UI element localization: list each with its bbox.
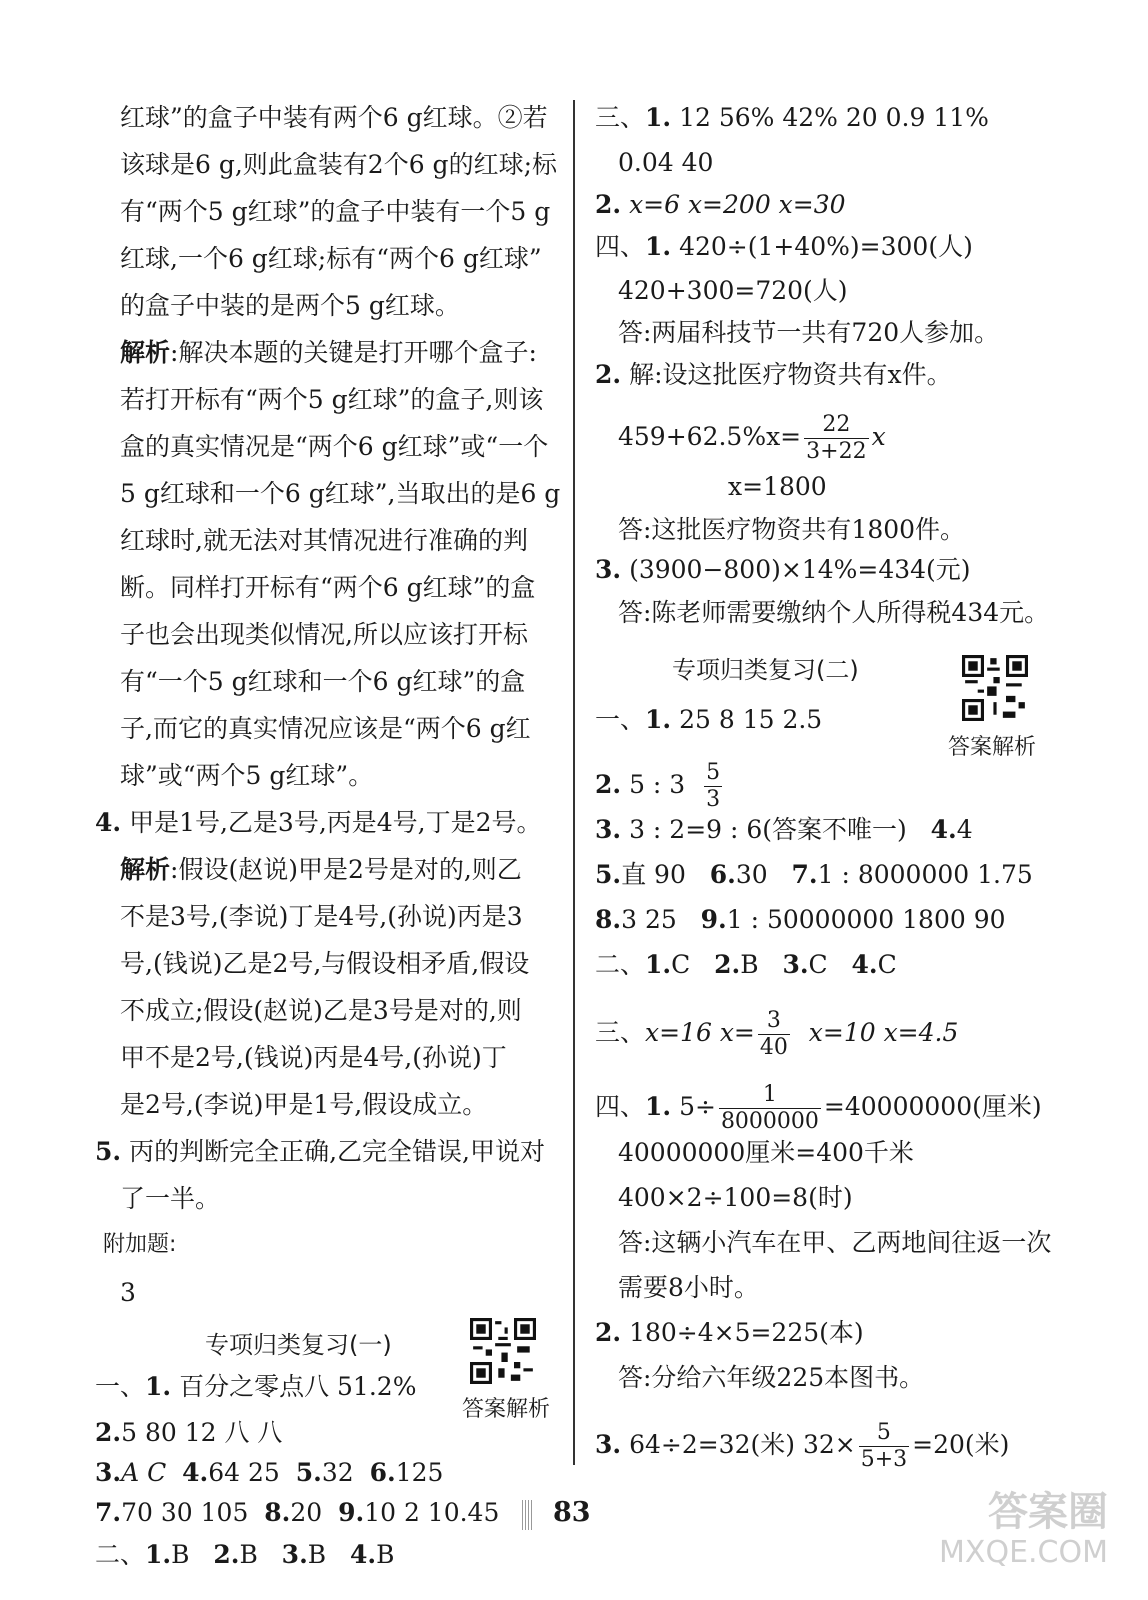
left-line-13: 有“一个5 g红球和一个6 g红球”的盒	[120, 667, 526, 696]
fraction-numerator: 22	[804, 412, 868, 439]
answer-text: B	[307, 1540, 327, 1569]
s2-answer-line-13	[595, 1318, 864, 1348]
answer-text: 3 25	[621, 905, 677, 934]
left-line-11: 断。同样打开标有“两个6 g红球”的盒	[120, 573, 536, 602]
part-label: 三、	[595, 103, 646, 132]
s2-answer-line-2	[595, 760, 725, 813]
r-line-12: 答:陈老师需要缴纳个人所得税434元。	[618, 598, 1050, 627]
question-number: 6.	[709, 860, 736, 889]
answer-text: A C	[121, 1458, 167, 1487]
answer-text: (3900−800)×14%=434(元)	[629, 555, 971, 584]
r-line-7	[595, 360, 952, 390]
equation-left: 5÷	[679, 1092, 716, 1121]
answer-text: 30	[735, 860, 768, 889]
part-label: 二、	[95, 1540, 146, 1569]
section-title-1: 专项归类复习(一)	[205, 1331, 392, 1359]
answer-text: 1 : 8000000 1.75	[817, 860, 1033, 889]
part-label: 四、	[595, 1092, 646, 1121]
answer-text: 5 80 12 八 八	[121, 1418, 283, 1447]
question-number: 4.	[930, 815, 957, 844]
s1-answer-line-1	[95, 1372, 416, 1402]
answer-text: 420÷(1+40%)=300(人)	[679, 232, 973, 261]
question-number: 5.	[595, 860, 622, 889]
fraction-denominator: 3+22	[806, 439, 867, 464]
question-number: 8.	[595, 905, 622, 934]
watermark-url: MXQE.COM	[939, 1535, 1108, 1570]
fraction-denominator: 3	[706, 787, 721, 812]
equation-left: 64÷2=32(米) 32×	[629, 1430, 856, 1459]
answer-text: 丙的判断完全正确,乙完全错误,甲说对	[129, 1137, 545, 1166]
question-number: 1.	[145, 1540, 172, 1569]
s2-answer-line-5	[595, 905, 1006, 935]
question-number: 1.	[145, 1372, 172, 1401]
qr-code-icon	[962, 655, 1028, 721]
left-line-24: 了一半。	[120, 1184, 221, 1213]
answer-text: 32	[321, 1458, 354, 1487]
qr-code-icon	[470, 1318, 536, 1384]
question-number: 7.	[95, 1498, 122, 1527]
analysis-2	[120, 855, 522, 885]
qr-caption: 答案解析	[462, 1397, 551, 1422]
page-number: 83	[553, 1497, 591, 1528]
left-line-12: 子也会出现类似情况,所以应该打开标	[120, 620, 528, 649]
answer-text: 直 90	[621, 860, 686, 889]
s2-answer-line-8	[595, 1082, 1042, 1135]
analysis-label: 解析	[120, 855, 171, 884]
watermark-logo: 答案圈	[988, 1489, 1108, 1535]
answer-text: B	[171, 1540, 190, 1569]
answer-text: x=16 x=	[645, 1018, 755, 1047]
answer-5	[95, 1137, 545, 1167]
equation-right: =20(米)	[912, 1430, 1010, 1459]
question-number: 3.	[595, 1430, 622, 1459]
left-line-20: 不成立;假设(赵说)乙是3号是对的,则	[120, 996, 522, 1025]
r-line-9: x=1800	[728, 472, 827, 501]
question-number: 4.	[851, 950, 878, 979]
s1-answer-line-3	[95, 1458, 443, 1488]
answer-text: 甲是1号,乙是3号,丙是4号,丁是2号。	[129, 808, 542, 837]
s2-answer-line-12: 需要8小时。	[618, 1273, 759, 1302]
answer-text: 70 30 105	[121, 1498, 249, 1527]
answer-text: 3 : 2=9 : 6(答案不唯一)	[629, 815, 907, 844]
answer-text: 125	[395, 1458, 444, 1487]
part-label: 三、	[595, 1018, 646, 1047]
fraction	[758, 1008, 790, 1061]
left-line-14: 子,而它的真实情况应该是“两个6 g红	[120, 714, 531, 743]
left-line-2: 该球是6 g,则此盒装有2个6 g的红球;标	[120, 150, 557, 179]
answer-text: B	[376, 1540, 395, 1569]
question-number: 2.	[714, 950, 741, 979]
answer-text: 64 25	[208, 1458, 280, 1487]
fraction-denominator: 40	[759, 1035, 788, 1060]
analysis-text: :假设(赵说)甲是2号是对的,则乙	[170, 855, 522, 884]
question-number: 2.	[595, 190, 622, 219]
question-number: 1.	[645, 705, 672, 734]
answer-4	[95, 808, 542, 838]
extra-question-answer: 3	[120, 1278, 136, 1307]
equation-right: x	[871, 422, 886, 451]
column-divider	[573, 100, 575, 1465]
left-line-21: 甲不是2号,(钱说)丙是4号,(孙说)丁	[120, 1043, 507, 1072]
question-number: 5.	[295, 1458, 322, 1487]
answer-text: x=6 x=200 x=30	[629, 190, 846, 219]
question-number: 4.	[95, 808, 122, 837]
r-line-4	[595, 232, 973, 262]
fraction-denominator: 8000000	[720, 1109, 819, 1134]
s2-answer-line-15	[595, 1420, 1009, 1473]
answer-text: 10 2 10.45	[364, 1498, 500, 1527]
fraction	[859, 1420, 909, 1473]
equation-right: =40000000(厘米)	[823, 1092, 1042, 1121]
analysis-text: :解决本题的关键是打开哪个盒子:	[170, 338, 537, 367]
r-line-10: 答:这批医疗物资共有1800件。	[618, 515, 966, 544]
left-line-18: 不是3号,(李说)丁是4号,(孙说)丙是3	[120, 902, 523, 931]
answer-text: 180÷4×5=225(本)	[629, 1318, 864, 1347]
s2-answer-line-14: 答:分给六年级225本图书。	[618, 1363, 925, 1392]
question-number: 1.	[645, 232, 672, 261]
r-line-6: 答:两届科技节一共有720人参加。	[618, 318, 1000, 347]
fraction	[804, 412, 868, 465]
left-line-8: 盒的真实情况是“两个6 g红球”或“一个	[120, 432, 549, 461]
fraction-numerator: 3	[758, 1008, 790, 1035]
fraction-numerator: 5	[706, 760, 721, 785]
question-number: 3.	[782, 950, 809, 979]
answer-text: 1 : 50000000 1800 90	[726, 905, 1006, 934]
question-number: 5.	[95, 1137, 122, 1166]
r-line-2: 0.04 40	[618, 148, 714, 177]
left-line-19: 号,(钱说)乙是2号,与假设相矛盾,假设	[120, 949, 530, 978]
question-number: 3.	[95, 1458, 122, 1487]
answer-text: 20	[290, 1498, 323, 1527]
question-number: 2.	[213, 1540, 240, 1569]
left-line-5: 的盒子中装的是两个5 g红球。	[120, 291, 460, 320]
r-line-8	[618, 412, 886, 465]
answer-text: 25 8 15 2.5	[679, 705, 823, 734]
part-label: 一、	[95, 1372, 146, 1401]
fraction-denominator: 5+3	[860, 1447, 908, 1472]
r-line-5: 420+300=720(人)	[618, 276, 848, 305]
r-line-1	[595, 103, 989, 133]
question-number: 1.	[645, 103, 672, 132]
left-line-9: 5 g红球和一个6 g红球”,当取出的是6 g	[120, 479, 561, 508]
fraction-numerator: 5	[859, 1420, 909, 1447]
question-number: 4.	[350, 1540, 377, 1569]
left-line-1: 红球”的盒子中装有两个6 g红球。②若	[120, 103, 548, 132]
qr-caption: 答案解析	[948, 735, 1037, 760]
s2-answer-line-11: 答:这辆小汽车在甲、乙两地间往返一次	[618, 1228, 1052, 1257]
answer-text: 百分之零点八 51.2%	[179, 1372, 417, 1401]
answer-text: 12 56% 42% 20 0.9 11%	[679, 103, 989, 132]
s2-answer-line-7	[595, 1008, 958, 1061]
fraction-numerator: 1	[719, 1082, 821, 1109]
question-number: 3.	[595, 555, 622, 584]
s2-answer-line-6	[595, 950, 897, 980]
question-number: 7.	[791, 860, 818, 889]
part-label: 二、	[595, 950, 646, 979]
answer-text: C	[671, 950, 691, 979]
equation-left: 459+62.5%x=	[618, 422, 802, 451]
s2-answer-line-10: 400×2÷100=8(时)	[618, 1183, 853, 1212]
question-number: 2.	[595, 1318, 622, 1347]
fraction	[719, 1082, 821, 1135]
analysis-label: 解析	[120, 338, 171, 367]
left-line-3: 有“两个5 g红球”的盒子中装有一个5 g	[120, 197, 551, 226]
s2-answer-line-9: 40000000厘米=400千米	[618, 1138, 914, 1167]
question-number: 3.	[595, 815, 622, 844]
part-label: 四、	[595, 232, 646, 261]
question-number: 1.	[645, 950, 672, 979]
question-number: 2.	[95, 1418, 122, 1447]
s2-answer-line-1	[595, 705, 822, 735]
part-label: 一、	[595, 705, 646, 734]
answer-text: 5 : 3	[629, 770, 686, 799]
left-line-7: 若打开标有“两个5 g红球”的盒子,则该	[120, 385, 544, 414]
question-number: 2.	[595, 360, 622, 389]
s1-answer-line-5	[95, 1540, 394, 1570]
question-number: 1.	[645, 1092, 672, 1121]
section-title-2: 专项归类复习(二)	[672, 656, 859, 684]
left-line-15: 球”或“两个5 g红球”。	[120, 761, 374, 790]
answer-text: C	[808, 950, 828, 979]
binding-marks	[522, 1500, 532, 1530]
left-line-10: 红球时,就无法对其情况进行准确的判	[120, 526, 528, 555]
question-number: 8.	[264, 1498, 291, 1527]
s2-answer-line-4	[595, 860, 1033, 890]
left-line-4: 红球,一个6 g红球;标有“两个6 g红球”	[120, 244, 542, 273]
question-number: 9.	[700, 905, 727, 934]
answer-text: 4	[956, 815, 973, 844]
question-number: 6.	[369, 1458, 396, 1487]
s1-answer-line-4	[95, 1498, 499, 1528]
question-number: 2.	[595, 770, 622, 799]
question-number: 3.	[281, 1540, 308, 1569]
question-number: 4.	[182, 1458, 209, 1487]
r-line-3	[595, 190, 846, 220]
r-line-11	[595, 555, 971, 585]
answer-text: C	[877, 950, 897, 979]
analysis-1	[120, 338, 537, 368]
s2-answer-line-3	[595, 815, 973, 845]
left-line-22: 是2号,(李说)甲是1号,假设成立。	[120, 1090, 488, 1119]
fraction	[704, 760, 722, 813]
extra-question-label: 附加题:	[103, 1232, 177, 1257]
question-number: 9.	[338, 1498, 365, 1527]
answer-text: x=10 x=4.5	[808, 1018, 959, 1047]
answer-text: 解:设这批医疗物资共有x件。	[629, 360, 952, 389]
s1-answer-line-2	[95, 1418, 282, 1448]
answer-text: B	[239, 1540, 258, 1569]
answer-text: B	[740, 950, 759, 979]
